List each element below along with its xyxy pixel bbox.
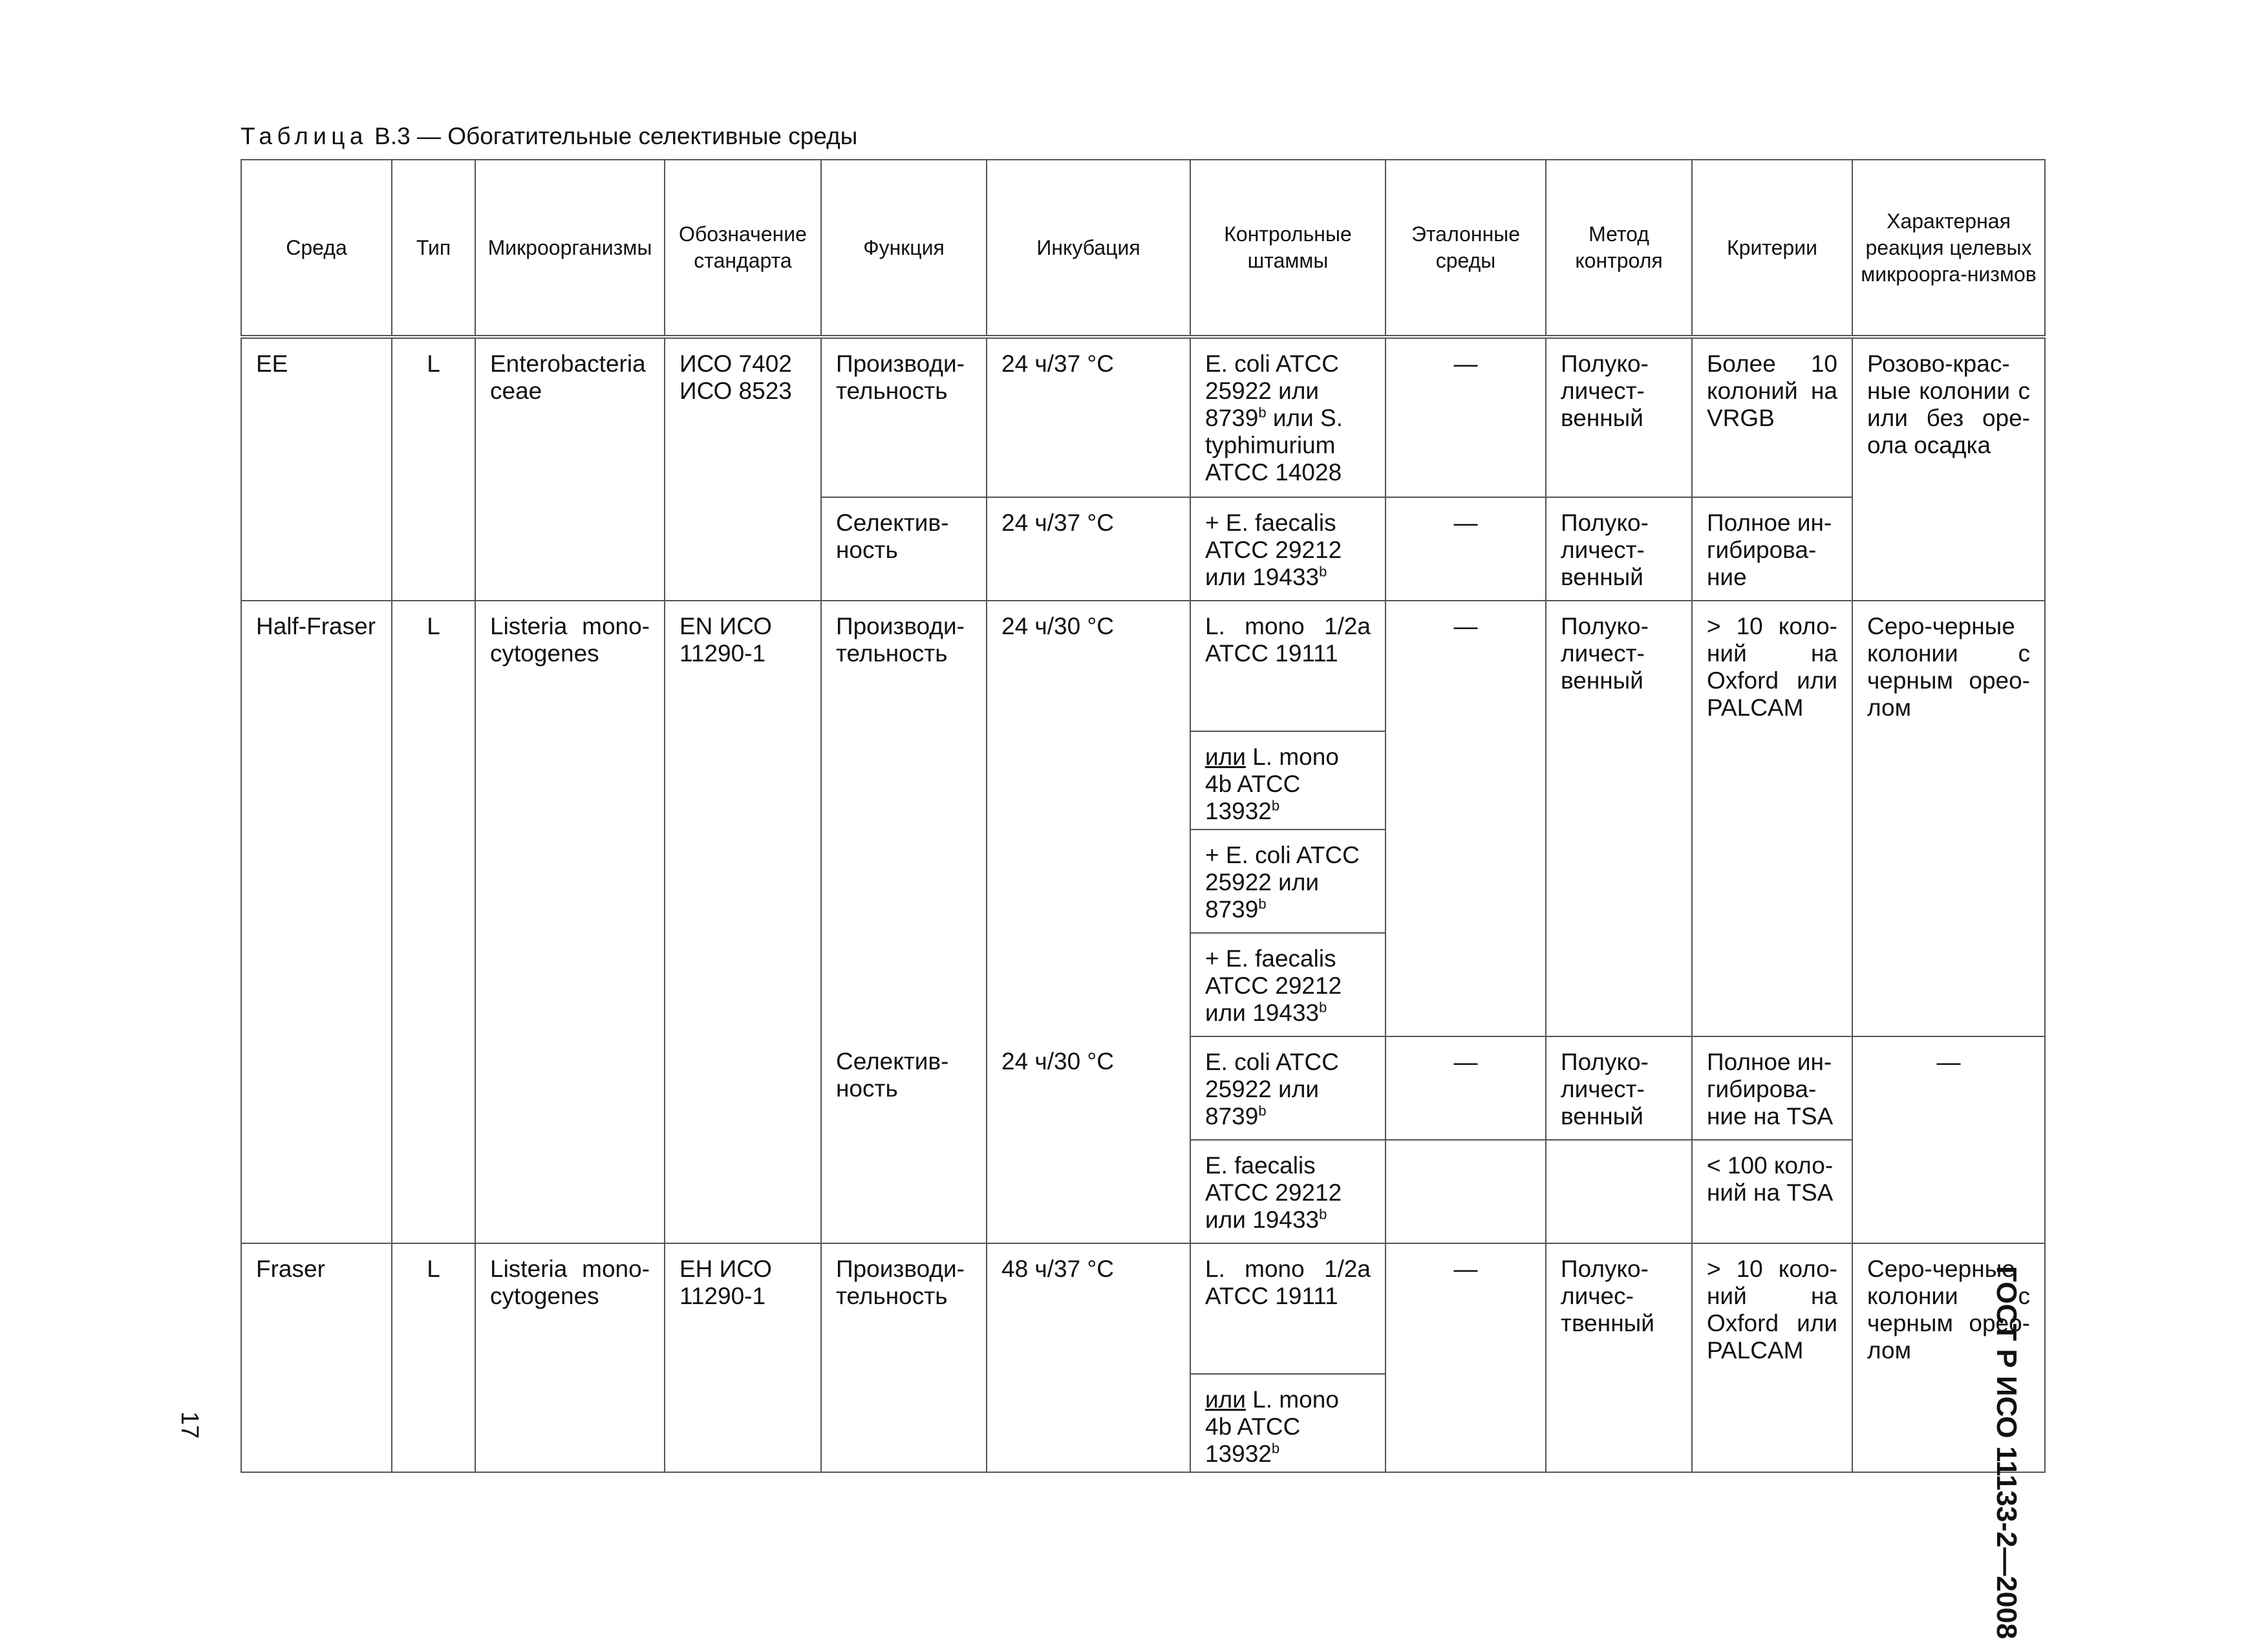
hf-selectivity-function: Селектив-ность [821,1036,987,1243]
hf-selectivity-criteria-1: Полное ин-гибирова-ние на TSA [1692,1036,1852,1140]
table-caption [241,123,857,150]
hf-strain-2 [1190,731,1385,830]
hf-standard: EN ИСО 11290-1 [665,601,821,1243]
fr-productivity-incubation: 48 ч/37 °С [987,1243,1190,1472]
header-microorganisms: Микроорганизмы [475,160,665,337]
hf-sel-strain-1-text: E. coli ATCC 25922 или 8739 [1205,1049,1339,1130]
hf-strain-3-footnote: b [1258,895,1267,912]
hf-microorganisms: Listeria mono-cytogenes [475,601,665,1243]
standard-designation: ГОСТ Р ИСО 11133-2—2008 [1991,1266,2022,1639]
hf-productivity-reaction: Серо-черные колонии с черным орео-лом [1852,601,2045,1036]
header-standard: Обозначение стандарта [665,160,821,337]
hf-sel-strain-2-text: E. faecalis ATCC 29212 или 19433 [1205,1152,1342,1233]
ee-strain-b: или S. typhimurium ATCC 14028 [1205,405,1343,486]
hf-sel-strain-1-footnote: b [1258,1102,1267,1119]
header-reference-media: Эталонные среды [1385,160,1546,337]
fr-strain-2-text: L. mono 4b ATCC 13932 [1205,1386,1339,1467]
hf-sel-strain-2 [1190,1140,1385,1243]
ee-strain-a-footnote: b [1258,404,1267,421]
hf-sel-reference-2-empty [1385,1140,1546,1243]
ee-selectivity-strain [1190,497,1385,601]
fr-strain-2-footnote: b [1271,1440,1280,1457]
ee-productivity-criteria: Более 10 колоний на VRGB [1692,337,1852,497]
ee-strain-a: E. coli ATCC 25922 или 8739 [1205,350,1339,431]
hf-productivity-incubation: 24 ч/30 °С [987,601,1190,1036]
hf-strain-2-prefix: или [1205,744,1246,770]
caption-text: В.3 — Обогатительные селективные среды [374,123,858,149]
ee-productivity-reference: — [1385,337,1546,497]
fr-strain-2-prefix: или [1205,1386,1246,1413]
ee-selectivity-incubation: 24 ч/37 °С [987,497,1190,601]
ee-selectivity-criteria: Полное ин-гибирова-ние [1692,497,1852,601]
media-table [241,159,2046,1473]
hf-productivity-reference: — [1385,601,1546,1036]
fr-productivity-reference: — [1385,1243,1546,1472]
fr-productivity-method: Полуко-личес-твенный [1546,1243,1692,1472]
ee-productivity-function: Производи-тельность [821,337,987,497]
hf-sel-strain-1 [1190,1036,1385,1140]
header-criteria: Критерии [1692,160,1852,337]
hf-strain-2-text: L. mono 4b ATCC 13932 [1205,744,1339,824]
hf-strain-3 [1190,830,1385,933]
ee-selectivity-method: Полуко-личест-венный [1546,497,1692,601]
fr-productivity-criteria: > 10 коло-ний на Oxford или PALCAM [1692,1243,1852,1472]
header-type: Тип [392,160,475,337]
table-row [241,337,2045,497]
fr-type: L [392,1243,475,1472]
fr-strain-1: L. mono 1/2a ATCC 19111 [1190,1243,1385,1374]
fr-microorganisms: Listeria mono-cytogenes [475,1243,665,1472]
hf-productivity-function: Производи-тельность [821,601,987,1036]
ee-medium: EE [241,337,392,601]
hf-selectivity-method: Полуко-личест-венный [1546,1036,1692,1140]
header-function: Функция [821,160,987,337]
ee-microorganisms: Enterobacteriaceae [475,337,665,601]
header-incubation: Инкубация [987,160,1190,337]
ee-selectivity-function: Селектив-ность [821,497,987,601]
table-row [241,1243,2045,1374]
ee-selectivity-reference: — [1385,497,1546,601]
fr-medium: Fraser [241,1243,392,1472]
ee-productivity-method: Полуко-личест-венный [1546,337,1692,497]
page-number: 17 [176,1411,203,1439]
hf-strain-2-footnote: b [1271,797,1280,814]
hf-sel-strain-2-footnote: b [1319,1206,1327,1223]
hf-selectivity-incubation: 24 ч/30 °С [987,1036,1190,1243]
caption-prefix: Таблица [241,123,368,149]
hf-selectivity-criteria-2: < 100 коло-ний на TSA [1692,1140,1852,1243]
header-control-method: Метод контроля [1546,160,1692,337]
hf-strain-4-footnote: b [1319,999,1327,1016]
ee-sel-strain: + E. faecalis ATCC 29212 или 19433 [1205,509,1342,590]
hf-medium: Half-Fraser [241,601,392,1243]
ee-standard: ИСО 7402 ИСО 8523 [665,337,821,601]
ee-productivity-strain [1190,337,1385,497]
ee-productivity-incubation: 24 ч/37 °С [987,337,1190,497]
fr-strain-2 [1190,1374,1385,1472]
fr-productivity-function: Производи-тельность [821,1243,987,1472]
hf-strain-4-text: + E. faecalis ATCC 29212 или 19433 [1205,945,1342,1026]
header-medium: Среда [241,160,392,337]
fr-productivity-reaction: Серо-черные колонии с черным орео-лом [1852,1243,2045,1472]
header-row [241,160,2045,337]
hf-type: L [392,601,475,1243]
table-row [241,601,2045,731]
hf-strain-4 [1190,933,1385,1036]
hf-productivity-method: Полуко-личест-венный [1546,601,1692,1036]
ee-type: L [392,337,475,601]
hf-selectivity-reaction: — [1852,1036,2045,1243]
ee-sel-strain-footnote: b [1319,563,1327,580]
hf-strain-3-text: + E. coli ATCC 25922 или 8739 [1205,842,1360,923]
header-reaction: Характерная реакция целевых микроорга-низмов [1852,160,2045,337]
hf-sel-method-2-empty [1546,1140,1692,1243]
hf-selectivity-reference: — [1385,1036,1546,1140]
hf-productivity-criteria: > 10 коло-ний на Oxford или PALCAM [1692,601,1852,1036]
fr-standard: ЕН ИСО 11290-1 [665,1243,821,1472]
header-control-strains: Контрольные штаммы [1190,160,1385,337]
ee-reaction: Розово-крас-ные колонии с или без оре-ола осадка [1852,337,2045,601]
hf-strain-1: L. mono 1/2a ATCC 19111 [1190,601,1385,731]
